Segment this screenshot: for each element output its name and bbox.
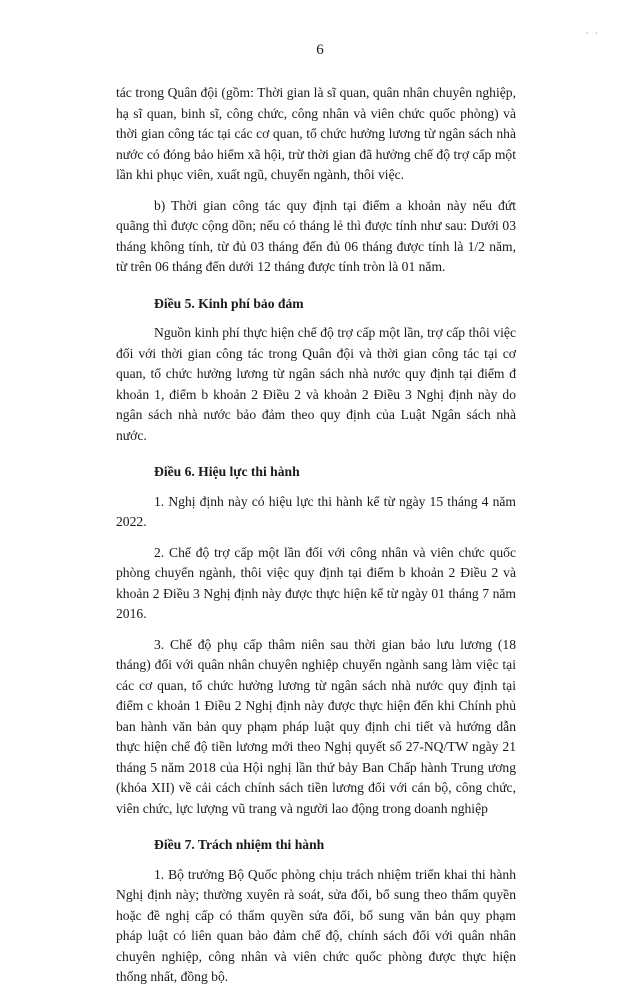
article-5-heading: Điều 5. Kinh phí bảo đảm bbox=[154, 295, 304, 311]
clause-b-paragraph: b) Thời gian công tác quy định tại điểm a khoản này nếu đứt quãng thì được cộng dồn; nếu có tháng lẻ thì được tính như sau: Dưới 03 tháng không tính, từ đủ 03 tháng đến đủ 06 tháng được tính là 1/2 năm, từ trên 06 tháng đến dưới 12 tháng được tính tròn là 01 năm. bbox=[116, 197, 516, 274]
article-6-item-1: 1. Nghị định này có hiệu lực thi hành kể từ ngày 15 tháng 4 năm 2022. bbox=[116, 493, 516, 529]
document-body bbox=[116, 83, 516, 988]
article-6-item-2: 2. Chế độ trợ cấp một lần đối với công nhân và viên chức quốc phòng chuyển ngành, thôi việc quy định tại điểm b khoản 2 Điều 2 và khoản 2 Điều 3 Nghị định này được thực hiện kể từ ngày 01 tháng 7 năm 2016. bbox=[116, 544, 516, 621]
article-7-item-1: 1. Bộ trưởng Bộ Quốc phòng chịu trách nhiệm triển khai thi hành Nghị định này; thường xuyên rà soát, sửa đổi, bổ sung theo thẩm quyền hoặc đề nghị cấp có thẩm quyền sửa đổi, bổ sung văn bản quy phạm pháp luật có liên quan bảo đảm chế độ, chính sách đối với quân nhân chuyên nghiệp, công nhân và viên chức quốc phòng được thực hiện thống nhất, đồng bộ. bbox=[116, 866, 516, 984]
article-7-heading: Điều 7. Trách nhiệm thi hành bbox=[154, 837, 325, 852]
article-6-heading: Điều 6. Hiệu lực thi hành bbox=[154, 464, 300, 479]
article-5-body: Nguồn kinh phí thực hiện chế độ trợ cấp một lần, trợ cấp thôi việc đối với thời gian công tác trong Quân đội và thời gian công tác tại cơ quan, tổ chức hưởng lương từ ngân sách nhà nước quy định tại điểm đ khoản 1, điểm b khoản 2 Điều 2 và khoản 2 Điều 3 Nghị định này do ngân sách nhà nước bảo đảm theo quy định của Luật Ngân sách nhà nước. bbox=[116, 325, 516, 443]
corner-scan-mark: · · bbox=[585, 28, 600, 38]
intro-paragraph: tác trong Quân đội (gồm: Thời gian là sĩ quan, quân nhân chuyên nghiệp, hạ sĩ quan, binh sĩ, công chức, công nhân và viên chức quốc phòng) và thời gian công tác tại các cơ quan, tổ chức hưởng lương từ ngân sách nhà nước có đóng bảo hiểm xã hội, trừ thời gian đã hưởng chế độ trợ cấp một lần khi phục viên, xuất ngũ, chuyển ngành, thôi việc. bbox=[116, 85, 516, 182]
article-6-item-3: 3. Chế độ phụ cấp thâm niên sau thời gian bảo lưu lương (18 tháng) đối với quân nhân chuyên nghiệp chuyển ngành sang làm việc tại các cơ quan, tổ chức hưởng lương từ ngân sách nhà nước quy định tại điểm c khoản 1 Điều 2 Nghị định này được thực hiện đến khi Chính phủ ban hành văn bản quy phạm pháp luật quy định chi tiết và hướng dẫn thực hiện chế độ tiền lương mới theo Nghị quyết số 27-NQ/TW ngày 21 tháng 5 năm 2018 của Hội nghị lần thứ bảy Ban Chấp hành Trung ương (khóa XII) về cải cách chính sách tiền lương đối với cán bộ, công chức, viên chức, lực lượng vũ trang và người lao động trong doanh nghiệp bbox=[116, 636, 516, 816]
page-number: 6 bbox=[316, 42, 324, 58]
